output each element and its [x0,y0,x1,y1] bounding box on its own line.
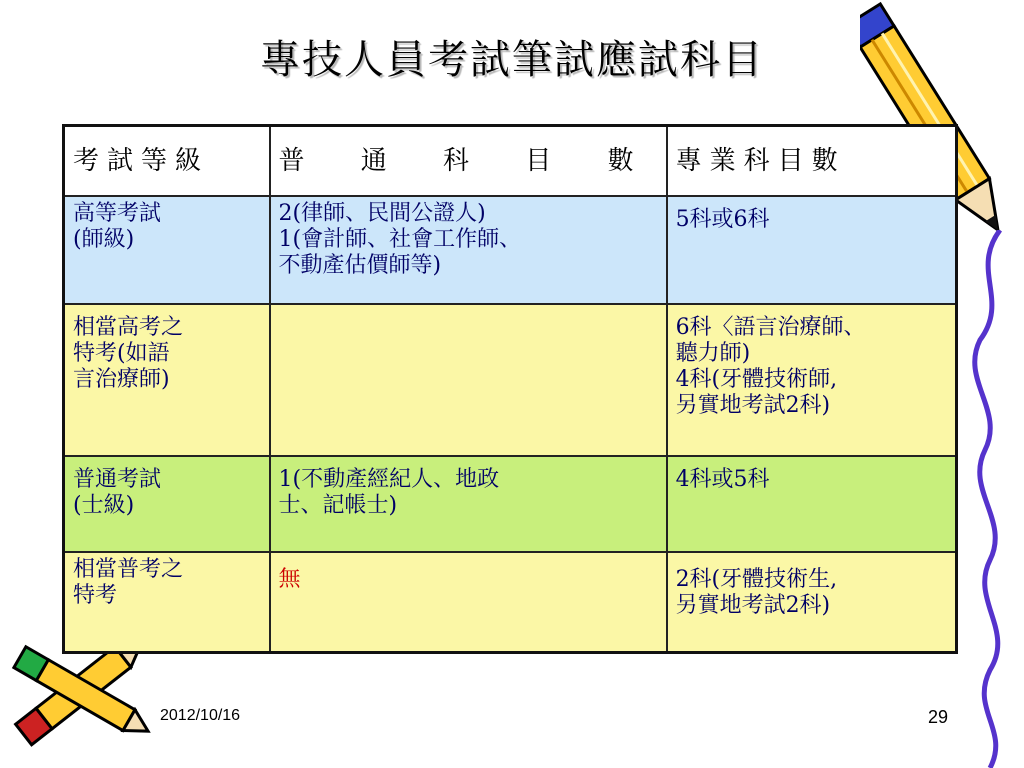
header-professional-subjects: 專業科目數 [667,126,957,197]
exam-level-cell: 高等考試 (師級) [64,196,270,304]
table-header-row [64,126,957,197]
professional-subjects-cell: 6科〈語言治療師、 聽力師) 4科(牙體技術師, 另實地考試2科) [667,304,957,456]
header-exam-level: 考試等級 [64,126,270,197]
page-number: 29 [928,707,949,727]
general-subjects-cell: 2(律師、民間公證人) 1(會計師、社會工作師、 不動產估價師等) [270,196,667,304]
exam-subjects-table [62,124,958,654]
slide-title: 專技人員考試筆試應試科目 [260,37,764,83]
table-row [64,196,957,304]
table-row [64,456,957,552]
exam-level-cell: 普通考試 (士級) [64,456,270,552]
table-row [64,552,957,653]
general-subjects-cell [270,304,667,456]
exam-level-cell: 相當高考之 特考(如語 言治療師) [64,304,270,456]
table-row [64,304,957,456]
squiggle-line [960,230,1024,768]
professional-subjects-cell: 2科(牙體技術生, 另實地考試2科) [667,552,957,653]
exam-level-cell: 相當普考之 特考 [64,552,270,653]
footer-date: 2012/10/16 [160,707,241,724]
none-value: 無 [278,567,301,592]
professional-subjects-cell: 4科或5科 [667,456,957,552]
general-subjects-cell: 1(不動產經紀人、地政 士、記帳士) [270,456,667,552]
general-subjects-cell [270,552,667,653]
professional-subjects-cell: 5科或6科 [667,196,957,304]
header-general-subjects: 普 通 科 目 數 [270,126,667,197]
